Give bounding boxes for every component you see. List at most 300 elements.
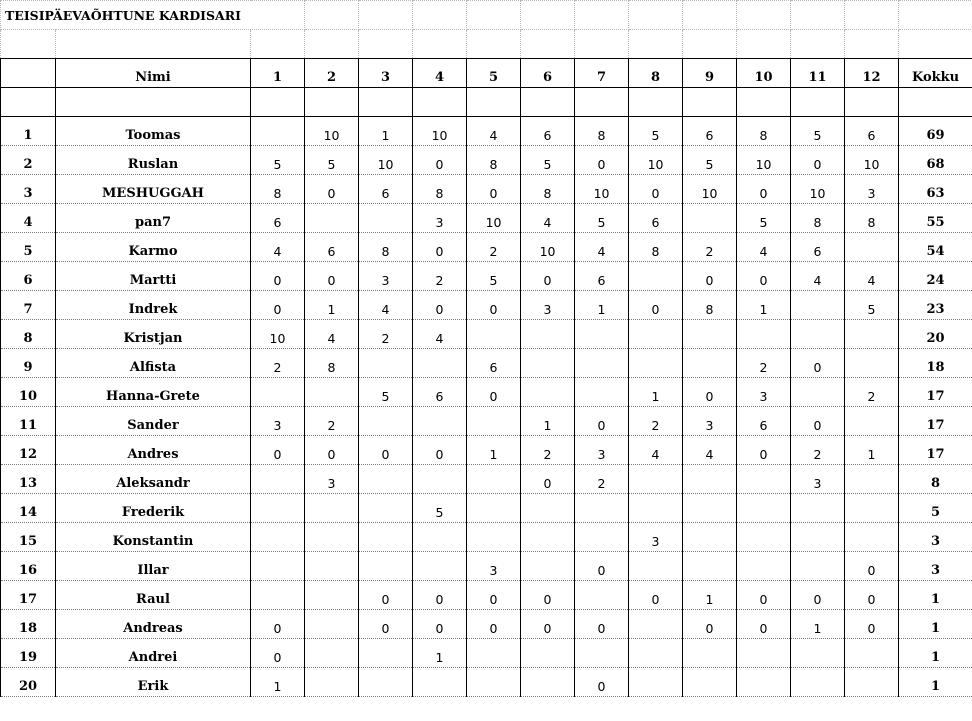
race-points-cell[interactable]: 0 [683, 610, 737, 639]
race-points-cell[interactable]: 1 [791, 610, 845, 639]
race-points-cell[interactable]: 4 [467, 117, 521, 146]
race-points-cell[interactable] [467, 523, 521, 552]
race-points-cell[interactable]: 6 [791, 233, 845, 262]
race-points-cell[interactable] [359, 523, 413, 552]
race-points-cell[interactable]: 0 [521, 610, 575, 639]
empty-cell[interactable] [683, 30, 737, 59]
name-cell[interactable]: Andreas [56, 610, 251, 639]
total-cell[interactable]: 1 [899, 668, 972, 697]
empty-cell[interactable] [575, 30, 629, 59]
empty-cell[interactable] [521, 88, 575, 117]
race-points-cell[interactable] [521, 523, 575, 552]
race-points-cell[interactable]: 4 [359, 291, 413, 320]
empty-cell[interactable] [575, 1, 629, 30]
race-points-cell[interactable] [683, 494, 737, 523]
race-points-cell[interactable]: 0 [251, 610, 305, 639]
race-points-cell[interactable] [845, 349, 899, 378]
race-points-cell[interactable]: 0 [467, 581, 521, 610]
race-points-cell[interactable]: 8 [359, 233, 413, 262]
race-points-cell[interactable] [683, 465, 737, 494]
race-points-cell[interactable] [683, 349, 737, 378]
position-cell[interactable]: 9 [1, 349, 56, 378]
race-points-cell[interactable] [629, 320, 683, 349]
race-points-cell[interactable]: 0 [413, 291, 467, 320]
position-cell[interactable]: 12 [1, 436, 56, 465]
race-points-cell[interactable] [845, 407, 899, 436]
race-points-cell[interactable]: 10 [737, 146, 791, 175]
race-points-cell[interactable]: 0 [467, 610, 521, 639]
race-points-cell[interactable]: 3 [359, 262, 413, 291]
name-cell[interactable]: MESHUGGAH [56, 175, 251, 204]
race-points-cell[interactable] [305, 581, 359, 610]
empty-cell[interactable] [467, 1, 521, 30]
total-cell[interactable]: 3 [899, 523, 972, 552]
total-cell[interactable]: 20 [899, 320, 972, 349]
race-points-cell[interactable]: 2 [413, 262, 467, 291]
position-cell[interactable]: 20 [1, 668, 56, 697]
name-cell[interactable]: Karmo [56, 233, 251, 262]
empty-cell[interactable] [791, 30, 845, 59]
race-points-cell[interactable]: 5 [359, 378, 413, 407]
race-points-cell[interactable] [683, 552, 737, 581]
race-points-cell[interactable] [413, 668, 467, 697]
race-points-cell[interactable]: 0 [359, 610, 413, 639]
race-points-cell[interactable] [251, 523, 305, 552]
race-points-cell[interactable]: 0 [791, 581, 845, 610]
race-points-cell[interactable]: 1 [359, 117, 413, 146]
race-points-cell[interactable] [575, 494, 629, 523]
race-points-cell[interactable]: 0 [575, 668, 629, 697]
race-points-cell[interactable] [521, 378, 575, 407]
race-points-cell[interactable]: 10 [359, 146, 413, 175]
race-points-cell[interactable] [791, 639, 845, 668]
empty-cell[interactable] [467, 30, 521, 59]
race-points-cell[interactable] [359, 204, 413, 233]
race-points-cell[interactable]: 5 [521, 146, 575, 175]
race-points-cell[interactable] [791, 378, 845, 407]
race-points-cell[interactable]: 10 [845, 146, 899, 175]
race-points-cell[interactable]: 1 [251, 668, 305, 697]
name-cell[interactable]: Konstantin [56, 523, 251, 552]
race-points-cell[interactable]: 10 [251, 320, 305, 349]
race-points-cell[interactable]: 0 [737, 436, 791, 465]
race-points-cell[interactable]: 6 [305, 233, 359, 262]
race-points-cell[interactable] [413, 465, 467, 494]
race-points-cell[interactable] [791, 552, 845, 581]
position-cell[interactable]: 6 [1, 262, 56, 291]
name-cell[interactable]: Frederik [56, 494, 251, 523]
race-points-cell[interactable]: 10 [521, 233, 575, 262]
race-points-cell[interactable]: 0 [413, 233, 467, 262]
race-points-cell[interactable] [845, 494, 899, 523]
position-cell[interactable]: 19 [1, 639, 56, 668]
race-points-cell[interactable]: 8 [683, 291, 737, 320]
race-points-cell[interactable]: 10 [683, 175, 737, 204]
empty-cell[interactable] [683, 88, 737, 117]
name-cell[interactable]: Raul [56, 581, 251, 610]
race-points-cell[interactable] [683, 320, 737, 349]
race-points-cell[interactable] [737, 494, 791, 523]
race-points-cell[interactable]: 0 [305, 262, 359, 291]
race-points-cell[interactable]: 5 [413, 494, 467, 523]
race-points-cell[interactable] [737, 523, 791, 552]
race-points-cell[interactable]: 0 [629, 175, 683, 204]
race-points-cell[interactable]: 1 [845, 436, 899, 465]
race-points-cell[interactable] [251, 465, 305, 494]
race-points-cell[interactable] [629, 668, 683, 697]
race-points-cell[interactable]: 1 [467, 436, 521, 465]
name-cell[interactable]: Hanna-Grete [56, 378, 251, 407]
empty-cell[interactable] [305, 1, 359, 30]
race-points-cell[interactable]: 0 [737, 610, 791, 639]
column-header[interactable]: 4 [413, 59, 467, 88]
race-points-cell[interactable] [737, 320, 791, 349]
position-cell[interactable]: 1 [1, 117, 56, 146]
race-points-cell[interactable]: 0 [791, 407, 845, 436]
race-points-cell[interactable] [791, 320, 845, 349]
race-points-cell[interactable] [575, 523, 629, 552]
race-points-cell[interactable] [467, 668, 521, 697]
name-cell[interactable]: Aleksandr [56, 465, 251, 494]
race-points-cell[interactable] [467, 494, 521, 523]
race-points-cell[interactable] [359, 552, 413, 581]
race-points-cell[interactable]: 0 [791, 146, 845, 175]
total-cell[interactable]: 1 [899, 610, 972, 639]
race-points-cell[interactable]: 3 [791, 465, 845, 494]
race-points-cell[interactable]: 0 [413, 146, 467, 175]
race-points-cell[interactable]: 10 [305, 117, 359, 146]
race-points-cell[interactable]: 1 [305, 291, 359, 320]
race-points-cell[interactable] [737, 465, 791, 494]
race-points-cell[interactable]: 6 [251, 204, 305, 233]
race-points-cell[interactable]: 6 [737, 407, 791, 436]
name-cell[interactable]: Ruslan [56, 146, 251, 175]
position-cell[interactable]: 11 [1, 407, 56, 436]
empty-cell[interactable] [1, 88, 56, 117]
empty-cell[interactable] [629, 1, 683, 30]
race-points-cell[interactable] [359, 639, 413, 668]
race-points-cell[interactable]: 5 [575, 204, 629, 233]
total-cell[interactable]: 17 [899, 378, 972, 407]
position-cell[interactable]: 4 [1, 204, 56, 233]
race-points-cell[interactable]: 3 [251, 407, 305, 436]
race-points-cell[interactable] [629, 494, 683, 523]
position-cell[interactable]: 13 [1, 465, 56, 494]
column-header[interactable]: 10 [737, 59, 791, 88]
race-points-cell[interactable] [521, 552, 575, 581]
race-points-cell[interactable]: 8 [845, 204, 899, 233]
race-points-cell[interactable]: 5 [251, 146, 305, 175]
race-points-cell[interactable]: 6 [845, 117, 899, 146]
position-cell[interactable]: 18 [1, 610, 56, 639]
empty-cell[interactable] [791, 1, 845, 30]
race-points-cell[interactable]: 0 [251, 262, 305, 291]
race-points-cell[interactable] [629, 610, 683, 639]
race-points-cell[interactable]: 8 [521, 175, 575, 204]
race-points-cell[interactable] [413, 349, 467, 378]
race-points-cell[interactable] [251, 494, 305, 523]
column-header[interactable]: 2 [305, 59, 359, 88]
race-points-cell[interactable]: 3 [629, 523, 683, 552]
name-cell[interactable]: Indrek [56, 291, 251, 320]
race-points-cell[interactable]: 6 [467, 349, 521, 378]
race-points-cell[interactable] [683, 523, 737, 552]
race-points-cell[interactable]: 0 [629, 581, 683, 610]
race-points-cell[interactable]: 0 [413, 581, 467, 610]
empty-cell[interactable] [899, 88, 972, 117]
race-points-cell[interactable]: 5 [845, 291, 899, 320]
race-points-cell[interactable]: 0 [413, 610, 467, 639]
race-points-cell[interactable]: 4 [629, 436, 683, 465]
column-header[interactable]: 7 [575, 59, 629, 88]
race-points-cell[interactable]: 0 [251, 291, 305, 320]
race-points-cell[interactable]: 8 [629, 233, 683, 262]
race-points-cell[interactable] [251, 117, 305, 146]
race-points-cell[interactable]: 0 [467, 175, 521, 204]
name-cell[interactable]: Sander [56, 407, 251, 436]
race-points-cell[interactable]: 4 [845, 262, 899, 291]
race-points-cell[interactable]: 5 [467, 262, 521, 291]
race-points-cell[interactable] [413, 552, 467, 581]
empty-cell[interactable] [683, 1, 737, 30]
race-points-cell[interactable]: 8 [467, 146, 521, 175]
race-points-cell[interactable]: 4 [413, 320, 467, 349]
race-points-cell[interactable] [305, 204, 359, 233]
race-points-cell[interactable]: 0 [737, 175, 791, 204]
position-cell[interactable]: 10 [1, 378, 56, 407]
race-points-cell[interactable] [683, 204, 737, 233]
empty-cell[interactable] [1, 30, 56, 59]
column-header[interactable]: 11 [791, 59, 845, 88]
race-points-cell[interactable] [521, 494, 575, 523]
race-points-cell[interactable]: 8 [791, 204, 845, 233]
empty-cell[interactable] [251, 88, 305, 117]
race-points-cell[interactable] [359, 668, 413, 697]
total-cell[interactable]: 63 [899, 175, 972, 204]
race-points-cell[interactable] [521, 668, 575, 697]
race-points-cell[interactable] [845, 523, 899, 552]
race-points-cell[interactable]: 1 [575, 291, 629, 320]
empty-cell[interactable] [845, 1, 899, 30]
empty-cell[interactable] [521, 30, 575, 59]
race-points-cell[interactable]: 6 [359, 175, 413, 204]
name-cell[interactable]: Toomas [56, 117, 251, 146]
total-cell[interactable]: 3 [899, 552, 972, 581]
race-points-cell[interactable] [575, 378, 629, 407]
race-points-cell[interactable]: 3 [575, 436, 629, 465]
race-points-cell[interactable] [575, 320, 629, 349]
race-points-cell[interactable]: 0 [359, 436, 413, 465]
race-points-cell[interactable]: 3 [467, 552, 521, 581]
race-points-cell[interactable]: 5 [683, 146, 737, 175]
name-cell[interactable]: pan7 [56, 204, 251, 233]
empty-cell[interactable] [899, 30, 972, 59]
race-points-cell[interactable]: 2 [845, 378, 899, 407]
race-points-cell[interactable] [305, 639, 359, 668]
race-points-cell[interactable]: 10 [413, 117, 467, 146]
race-points-cell[interactable] [737, 639, 791, 668]
column-header[interactable]: Nimi [56, 59, 251, 88]
race-points-cell[interactable]: 0 [251, 639, 305, 668]
race-points-cell[interactable] [791, 668, 845, 697]
empty-cell[interactable] [251, 30, 305, 59]
total-cell[interactable]: 55 [899, 204, 972, 233]
race-points-cell[interactable]: 3 [737, 378, 791, 407]
race-points-cell[interactable]: 2 [521, 436, 575, 465]
empty-cell[interactable] [413, 1, 467, 30]
race-points-cell[interactable]: 0 [737, 581, 791, 610]
race-points-cell[interactable] [629, 639, 683, 668]
total-cell[interactable]: 8 [899, 465, 972, 494]
empty-cell[interactable] [467, 88, 521, 117]
race-points-cell[interactable] [359, 494, 413, 523]
race-points-cell[interactable] [737, 552, 791, 581]
total-cell[interactable]: 17 [899, 407, 972, 436]
race-points-cell[interactable]: 4 [521, 204, 575, 233]
race-points-cell[interactable]: 4 [737, 233, 791, 262]
empty-cell[interactable] [56, 30, 251, 59]
column-header[interactable]: 3 [359, 59, 413, 88]
position-cell[interactable]: 7 [1, 291, 56, 320]
race-points-cell[interactable]: 0 [791, 349, 845, 378]
empty-cell[interactable] [413, 30, 467, 59]
total-cell[interactable]: 1 [899, 581, 972, 610]
empty-cell[interactable] [899, 1, 972, 30]
race-points-cell[interactable]: 0 [521, 465, 575, 494]
race-points-cell[interactable]: 2 [251, 349, 305, 378]
race-points-cell[interactable]: 5 [305, 146, 359, 175]
race-points-cell[interactable]: 0 [683, 378, 737, 407]
race-points-cell[interactable] [521, 320, 575, 349]
race-points-cell[interactable]: 2 [683, 233, 737, 262]
total-cell[interactable]: 54 [899, 233, 972, 262]
race-points-cell[interactable]: 8 [575, 117, 629, 146]
race-points-cell[interactable]: 6 [413, 378, 467, 407]
race-points-cell[interactable]: 6 [629, 204, 683, 233]
sheet-title[interactable]: TEISIPÄEVAÕHTUNE KARDISARI [1, 1, 305, 30]
race-points-cell[interactable]: 0 [683, 262, 737, 291]
race-points-cell[interactable] [845, 320, 899, 349]
race-points-cell[interactable] [629, 349, 683, 378]
position-cell[interactable]: 2 [1, 146, 56, 175]
race-points-cell[interactable] [251, 552, 305, 581]
empty-cell[interactable] [845, 30, 899, 59]
position-cell[interactable]: 16 [1, 552, 56, 581]
column-header[interactable]: 6 [521, 59, 575, 88]
race-points-cell[interactable]: 4 [305, 320, 359, 349]
race-points-cell[interactable]: 4 [683, 436, 737, 465]
race-points-cell[interactable]: 3 [521, 291, 575, 320]
empty-cell[interactable] [359, 1, 413, 30]
race-points-cell[interactable]: 3 [683, 407, 737, 436]
race-points-cell[interactable]: 0 [305, 175, 359, 204]
name-cell[interactable]: Martti [56, 262, 251, 291]
race-points-cell[interactable]: 0 [575, 407, 629, 436]
column-header[interactable]: 12 [845, 59, 899, 88]
name-cell[interactable]: Illar [56, 552, 251, 581]
empty-cell[interactable] [737, 30, 791, 59]
race-points-cell[interactable]: 2 [467, 233, 521, 262]
race-points-cell[interactable] [359, 349, 413, 378]
race-points-cell[interactable]: 3 [413, 204, 467, 233]
race-points-cell[interactable] [467, 639, 521, 668]
race-points-cell[interactable]: 0 [521, 581, 575, 610]
race-points-cell[interactable] [683, 668, 737, 697]
race-points-cell[interactable] [629, 552, 683, 581]
empty-cell[interactable] [629, 30, 683, 59]
race-points-cell[interactable] [467, 320, 521, 349]
race-points-cell[interactable] [359, 407, 413, 436]
race-points-cell[interactable] [737, 668, 791, 697]
race-points-cell[interactable]: 3 [305, 465, 359, 494]
race-points-cell[interactable] [683, 639, 737, 668]
race-points-cell[interactable]: 2 [305, 407, 359, 436]
race-points-cell[interactable]: 0 [359, 581, 413, 610]
race-points-cell[interactable] [305, 378, 359, 407]
race-points-cell[interactable]: 0 [575, 610, 629, 639]
race-points-cell[interactable] [251, 581, 305, 610]
race-points-cell[interactable]: 0 [845, 581, 899, 610]
total-cell[interactable]: 5 [899, 494, 972, 523]
column-header[interactable]: 9 [683, 59, 737, 88]
race-points-cell[interactable] [413, 523, 467, 552]
empty-cell[interactable] [305, 30, 359, 59]
column-header[interactable]: Kokku [899, 59, 972, 88]
race-points-cell[interactable] [305, 494, 359, 523]
total-cell[interactable]: 69 [899, 117, 972, 146]
empty-cell[interactable] [737, 88, 791, 117]
column-header[interactable]: 5 [467, 59, 521, 88]
empty-cell[interactable] [737, 1, 791, 30]
race-points-cell[interactable]: 6 [683, 117, 737, 146]
race-points-cell[interactable]: 8 [413, 175, 467, 204]
race-points-cell[interactable]: 0 [467, 378, 521, 407]
race-points-cell[interactable]: 0 [845, 552, 899, 581]
race-points-cell[interactable] [791, 291, 845, 320]
race-points-cell[interactable]: 10 [791, 175, 845, 204]
race-points-cell[interactable]: 2 [629, 407, 683, 436]
empty-cell[interactable] [305, 88, 359, 117]
race-points-cell[interactable] [845, 668, 899, 697]
race-points-cell[interactable] [467, 465, 521, 494]
position-cell[interactable]: 8 [1, 320, 56, 349]
position-cell[interactable]: 3 [1, 175, 56, 204]
race-points-cell[interactable]: 0 [305, 436, 359, 465]
race-points-cell[interactable]: 0 [737, 262, 791, 291]
race-points-cell[interactable]: 0 [251, 436, 305, 465]
name-cell[interactable]: Andrei [56, 639, 251, 668]
position-cell[interactable]: 5 [1, 233, 56, 262]
race-points-cell[interactable] [359, 465, 413, 494]
race-points-cell[interactable]: 2 [575, 465, 629, 494]
race-points-cell[interactable]: 5 [629, 117, 683, 146]
race-points-cell[interactable] [575, 639, 629, 668]
race-points-cell[interactable]: 10 [467, 204, 521, 233]
race-points-cell[interactable] [845, 639, 899, 668]
column-header[interactable]: 1 [251, 59, 305, 88]
empty-cell[interactable] [791, 88, 845, 117]
name-cell[interactable]: Andres [56, 436, 251, 465]
name-cell[interactable]: Alfista [56, 349, 251, 378]
race-points-cell[interactable] [413, 407, 467, 436]
race-points-cell[interactable]: 0 [413, 436, 467, 465]
empty-cell[interactable] [413, 88, 467, 117]
race-points-cell[interactable]: 1 [629, 378, 683, 407]
race-points-cell[interactable]: 8 [305, 349, 359, 378]
empty-cell[interactable] [521, 1, 575, 30]
race-points-cell[interactable] [791, 494, 845, 523]
race-points-cell[interactable]: 5 [737, 204, 791, 233]
